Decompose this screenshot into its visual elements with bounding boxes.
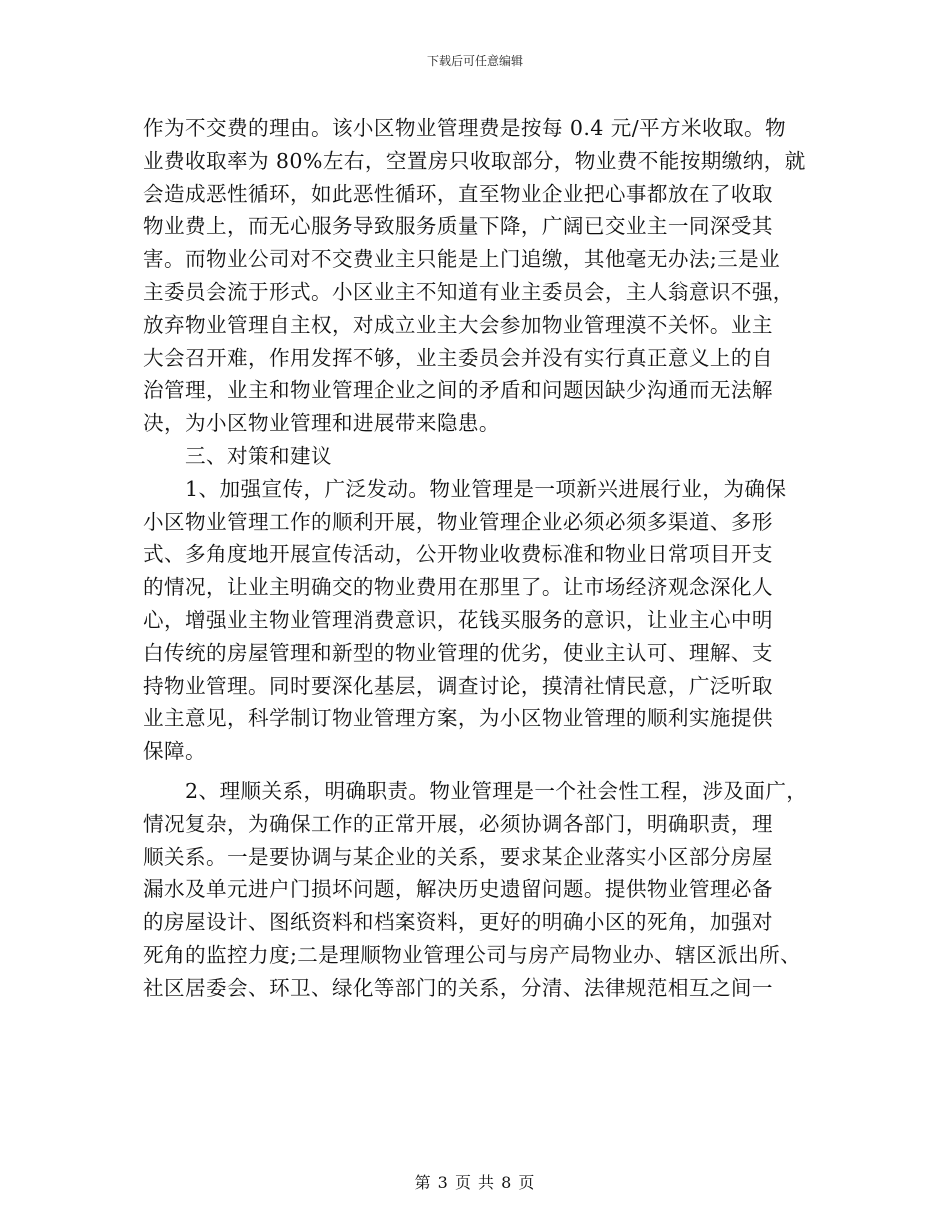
text-line: 2、理顺关系，明确职责。物业管理是一个社会性工程，涉及面广， [143, 778, 808, 803]
text-line: 顺关系。一是要协调与某企业的关系，要求某企业落实小区部分房屋 [143, 844, 773, 869]
text-line: 情况复杂，为确保工作的正常开展，必须协调各部门，明确职责，理 [143, 811, 773, 836]
text-line: 害。而物业公司对不交费业主只能是上门追缴，其他毫无办法;三是业 [143, 247, 781, 272]
text-line: 式、多角度地开展宣传活动，公开物业收费标准和物业日常项目开支 [143, 542, 773, 567]
text-line: 的情况，让业主明确交的物业费用在那里了。让市场经济观念深化人 [143, 575, 773, 600]
text-line: 保障。 [143, 739, 206, 764]
text-line: 的房屋设计、图纸资料和档案资料，更好的明确小区的死角，加强对 [143, 910, 773, 935]
text-line: 小区物业管理工作的顺利开展，物业管理企业必须必须多渠道、多形 [143, 509, 773, 534]
text-line: 业主意见，科学制订物业管理方案，为小区物业管理的顺利实施提供 [143, 706, 773, 731]
text-line: 大会召开难，作用发挥不够，业主委员会并没有实行真正意义上的自 [143, 345, 773, 370]
text-line: 业费收取率为 80%左右，空置房只收取部分，物业费不能按期缴纳，就 [143, 148, 806, 173]
text-line: 心，增强业主物业管理消费意识，花钱买服务的意识，让业主心中明 [143, 607, 773, 632]
text-line: 1、加强宣传，广泛发动。物业管理是一项新兴进展行业，为确保 [143, 476, 787, 501]
text-line: 放弃物业管理自主权，对成立业主大会参加物业管理漠不关怀。业主 [143, 312, 773, 337]
text-line: 物业费上，而无心服务导致服务质量下降，广阔已交业主一同深受其 [143, 214, 773, 239]
paragraph-gap [143, 768, 811, 775]
document-body [143, 112, 811, 1005]
text-line: 社区居委会、环卫、绿化等部门的关系，分清、法律规范相互之间一 [143, 975, 773, 1000]
text-line: 决，为小区物业管理和进展带来隐患。 [143, 411, 500, 436]
page-header: 下载后可任意编辑 [426, 54, 523, 68]
text-line: 持物业管理。同时要深化基层，调查讨论，摸清社情民意，广泛听取 [143, 673, 773, 698]
text-line: 治管理，业主和物业管理企业之间的矛盾和问题因缺少沟通而无法解 [143, 378, 773, 403]
text-line: 主委员会流于形式。小区业主不知道有业主委员会，主人翁意识不强， [143, 279, 794, 304]
text-line: 白传统的房屋管理和新型的物业管理的优劣，使业主认可、理解、支 [143, 640, 773, 665]
text-line: 作为不交费的理由。该小区物业管理费是按每 0.4 元/平方米收取。物 [143, 116, 787, 140]
page-number-footer: 第 3 页 共 8 页 [414, 1173, 536, 1192]
text-line: 会造成恶性循环，如此恶性循环，直至物业企业把心事都放在了收取 [143, 181, 773, 206]
text-line: 死角的监控力度;二是理顺物业管理公司与房产局物业办、辖区派出所、 [143, 942, 802, 967]
text-line: 漏水及单元进户门损坏问题，解决历史遗留问题。提供物业管理必备 [143, 877, 773, 902]
text-line: 三、对策和建议 [143, 443, 332, 468]
